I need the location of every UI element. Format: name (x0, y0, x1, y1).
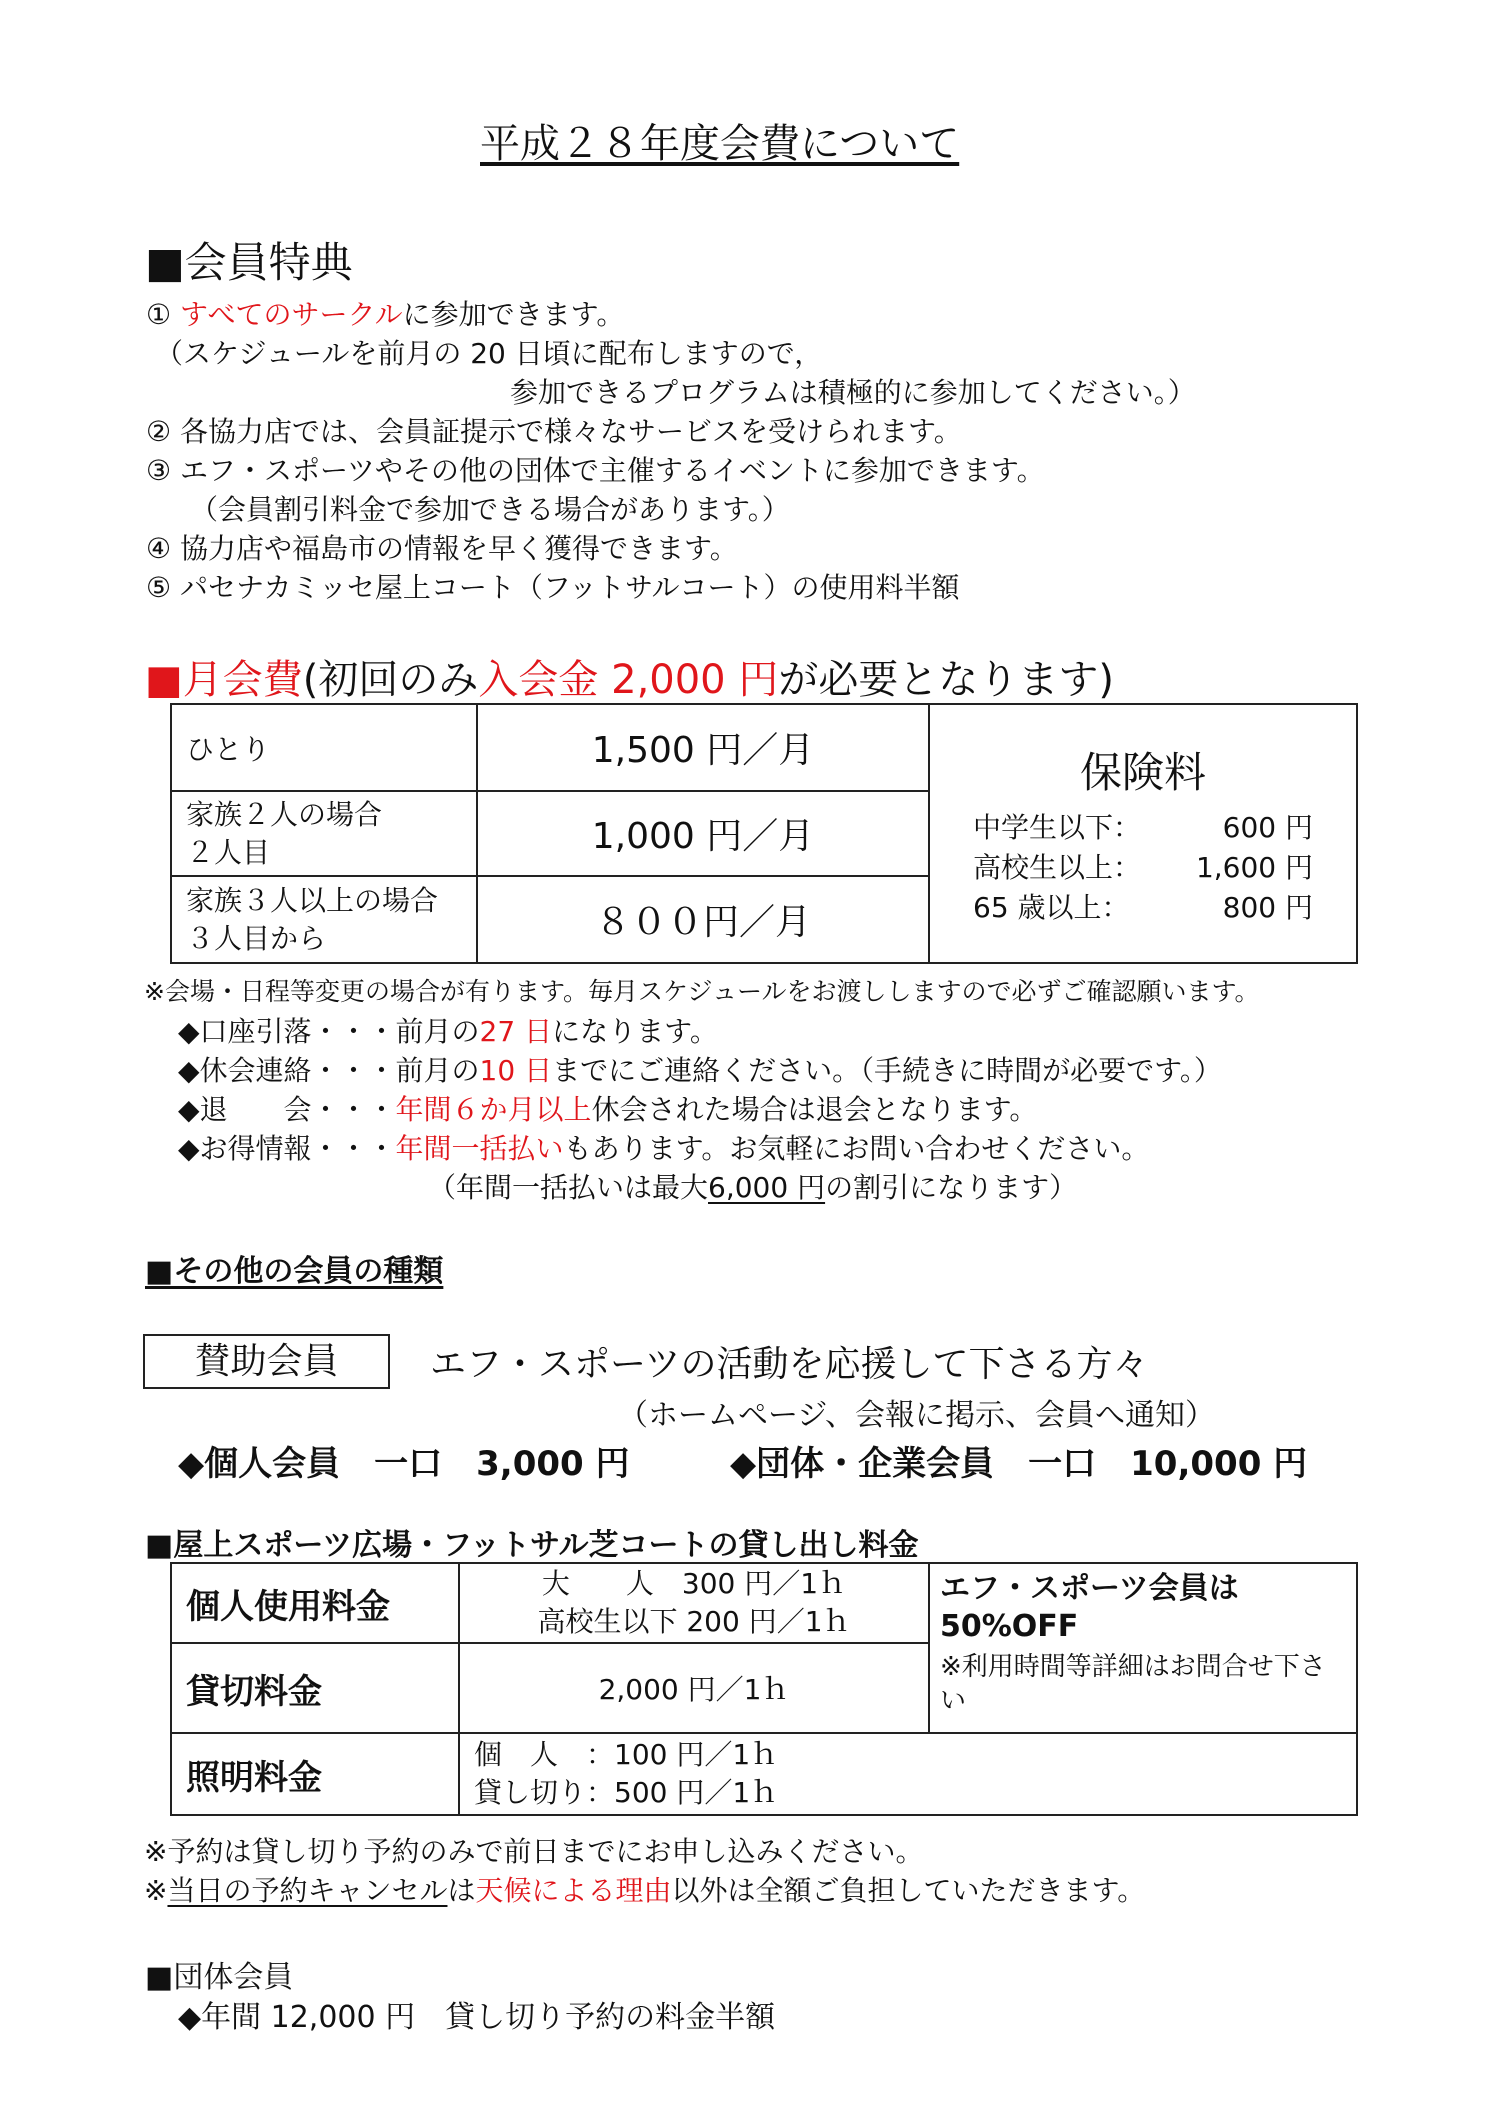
insurance-value: 600 円 (1222, 810, 1313, 844)
rental-label: 貸切料金 (186, 1671, 322, 1712)
individual-member: ◆個人会員 一口 3,000 円 (178, 1444, 630, 1484)
benefit-num: ② (146, 415, 172, 448)
insurance-row (930, 848, 1356, 888)
benefit-item-4 (146, 527, 738, 567)
rental-price: 高校生以下 200 円／1ｈ (537, 1605, 851, 1638)
monthly-heading-label: ■月会費 (145, 657, 303, 703)
rental-heading: ■屋上スポーツ広場・フットサル芝コートの貸し出し料金 (145, 1528, 919, 1563)
benefit-num: ④ (146, 532, 172, 565)
rental-label-cell (171, 1643, 459, 1733)
bullet-highlight: 27 日 (479, 1015, 553, 1048)
bulk-discount: 6,000 円 (708, 1171, 826, 1204)
fee-label-cell (171, 876, 477, 963)
monthly-heading-text: が必要となります) (778, 657, 1114, 703)
bullet-text: になります。 (552, 1015, 718, 1048)
bulk-payment-note (428, 1166, 1077, 1206)
table-row (171, 704, 1357, 791)
bullet-text: ◆口座引落・・・前月の (178, 1015, 480, 1048)
rental-label: 個人使用料金 (186, 1586, 390, 1627)
info-bullet (178, 1049, 1222, 1089)
insurance-title: 保険料 (1079, 747, 1206, 797)
benefit-note-line: 参加できるプログラムは積極的に参加してください。） (510, 376, 1196, 409)
fee-label: 家族３人以上の場合 (186, 883, 439, 917)
insurance-row (930, 808, 1356, 848)
note-underline: 当日の予約キャンセル (167, 1874, 448, 1907)
support-member-label: 賛助会員 (143, 1334, 390, 1389)
benefit-item-3 (146, 449, 1045, 489)
rental-price-cell (459, 1643, 929, 1733)
entry-fee: 入会金 2,000 円 (478, 657, 779, 703)
bullet-text: ◆休会連絡・・・前月の (178, 1054, 480, 1087)
fee-label-cell (171, 704, 477, 791)
bullet-text: までにご連絡ください。（手続きに時間が必要です。） (552, 1054, 1222, 1087)
bullet-text: ◆お得情報・・・ (178, 1132, 396, 1165)
support-member-desc: エフ・スポーツの活動を応援して下さる方々 (430, 1344, 1149, 1385)
bullet-highlight: 年間６か月以上 (395, 1093, 592, 1126)
insurance-label: 中学生以下： (973, 810, 1142, 844)
insurance-value: 800 円 (1222, 890, 1313, 924)
benefit-note-line: （会員割引料金で参加できる場合があります。） (190, 493, 790, 526)
benefit-item-5 (146, 566, 960, 606)
table-row (171, 1563, 1357, 1643)
cancellation-note (144, 1869, 1145, 1909)
fee-price-cell (477, 704, 929, 791)
rental-price: 大 人 300 円／1ｈ (541, 1567, 847, 1600)
rental-label-cell (171, 1563, 459, 1643)
benefit-note-line: （スケジュールを前月の 20 日頃に配布しますので， (155, 337, 823, 370)
monthly-fee-table (170, 703, 1358, 964)
rental-price: 貸し切り：500 円／1ｈ (474, 1776, 779, 1809)
rental-price: 個 人 ：100 円／1ｈ (474, 1738, 779, 1771)
support-member-sub: （ホームページ、会報に掲示、会員へ通知） (618, 1398, 1215, 1433)
benefit-text: パセナカミッセ屋上コート（フットサルコート）の使用料半額 (180, 571, 960, 604)
monthly-note: ※会場・日程等変更の場合が有ります。毎月スケジュールをお渡ししますので必ずご確認願います。 (144, 977, 1260, 1006)
info-bullet (178, 1010, 718, 1050)
fee-price: 1,000 円／月 (591, 816, 815, 857)
bulk-text: （年間一括払いは最大 (428, 1171, 709, 1204)
insurance-cell (929, 704, 1357, 963)
fee-price: 1,500 円／月 (591, 730, 815, 771)
member-discount-cell (929, 1563, 1357, 1733)
fee-label-sub: ３人目から (186, 921, 327, 955)
rental-label-cell (171, 1733, 459, 1815)
info-bullet (178, 1088, 1037, 1128)
insurance-label: 高校生以上： (973, 850, 1142, 884)
fee-label-sub: ２人目 (186, 835, 271, 869)
table-row (171, 1733, 1357, 1815)
note-highlight: 天候による理由 (475, 1874, 672, 1907)
rental-price-cell (459, 1733, 1357, 1815)
benefit-highlight: すべてのサークル (180, 298, 403, 331)
bullet-text: ◆退 会・・・ (178, 1093, 396, 1126)
benefits-heading: ■会員特典 (145, 238, 353, 287)
fee-label: 家族２人の場合 (186, 797, 383, 831)
monthly-heading (145, 648, 1114, 705)
fee-price-cell (477, 791, 929, 876)
rental-label: 照明料金 (186, 1757, 322, 1798)
fee-label-cell (171, 791, 477, 876)
rental-price-cell (459, 1563, 929, 1643)
insurance-label: 65 歳以上： (973, 890, 1130, 924)
fee-price-cell (477, 876, 929, 963)
discount-text: エフ・スポーツ会員は (940, 1571, 1239, 1606)
other-members-heading: ■その他の会員の種類 (145, 1254, 444, 1289)
note-text: 以外は全額ご負担していただきます。 (671, 1874, 1146, 1907)
group-corporate-member: ◆団体・企業会員 一口 10,000 円 (730, 1444, 1308, 1484)
group-member-detail: ◆年間 12,000 円 貸し切り予約の料金半額 (178, 2000, 776, 2035)
reservation-note: ※予約は貸し切り予約のみで前日までにお申し込みください。 (144, 1835, 924, 1868)
info-bullet (178, 1127, 1149, 1167)
benefit-text: 各協力店では、会員証提示で様々なサービスを受けられます。 (180, 415, 962, 448)
benefit-num: ① (146, 298, 172, 331)
bullet-highlight: 年間一括払い (395, 1132, 564, 1165)
benefit-text: 協力店や福島市の情報を早く獲得できます。 (180, 532, 738, 565)
fee-price: ８００円／月 (594, 902, 811, 943)
page-title: 平成２８年度会費について (480, 121, 960, 167)
insurance-value: 1,600 円 (1195, 850, 1313, 884)
benefit-item-2 (146, 410, 962, 450)
rental-price: 2,000 円／1ｈ (598, 1673, 790, 1706)
benefit-text: エフ・スポーツやその他の団体で主催するイベントに参加できます。 (180, 454, 1045, 487)
bullet-text: 休会された場合は退会となります。 (591, 1093, 1038, 1126)
note-text: は (447, 1874, 476, 1907)
monthly-heading-text: (初回のみ (302, 657, 479, 703)
benefit-text: に参加できます。 (402, 298, 625, 331)
discount-note: ※利用時間等詳細はお問合せ下さい (940, 1652, 1326, 1716)
bullet-highlight: 10 日 (479, 1054, 553, 1087)
benefit-item-1 (146, 293, 624, 333)
bullet-text: もあります。お気軽にお問い合わせください。 (563, 1132, 1150, 1165)
note-text: ※ (144, 1874, 168, 1907)
rental-fee-table (170, 1562, 1358, 1816)
benefit-num: ⑤ (146, 571, 172, 604)
benefit-num: ③ (146, 454, 172, 487)
group-member-heading: ■団体会員 (145, 1960, 294, 1995)
insurance-row (930, 888, 1356, 928)
bulk-text: の割引になります） (825, 1171, 1078, 1204)
fee-label: ひとり (186, 732, 271, 766)
discount-value: 50%OFF (940, 1609, 1079, 1644)
